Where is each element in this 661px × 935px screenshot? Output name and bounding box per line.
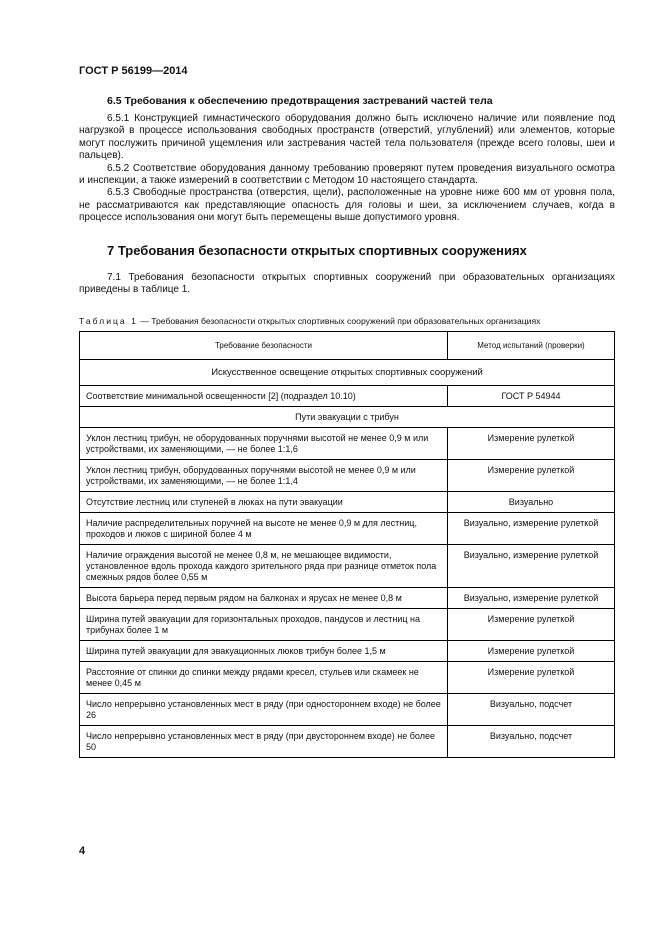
method-cell: Визуально, измерение рулеткой (448, 544, 615, 587)
group-evacuation: Пути эвакуации с трибун (80, 406, 615, 427)
page-content (79, 95, 615, 758)
paragraph-6-5-2: 6.5.2 Соответствие оборудования данному требованию проверяют путем проведения визуального осмотра и инспекции, а также измерений в соответствии с Методом 10 настоящего стандарта. (79, 162, 615, 187)
method-cell: Измерение рулеткой (448, 459, 615, 491)
table-header-row (80, 331, 615, 359)
table-row (80, 512, 615, 544)
col-header-requirement: Требование безопасности (80, 331, 448, 359)
method-cell: Визуально, подсчет (448, 693, 615, 725)
group-lighting: Искусственное освещение открытых спортивных сооружений (80, 359, 615, 385)
requirement-cell: Число непрерывно установленных мест в ряду (при двустороннем входе) не более 50 (80, 725, 448, 757)
method-cell: Визуально (448, 491, 615, 512)
document-header: ГОСТ Р 56199—2014 (79, 65, 188, 77)
method-cell: Измерение рулеткой (448, 427, 615, 459)
table-row (80, 459, 615, 491)
requirement-cell: Уклон лестниц трибун, не оборудованных поручнями высотой не менее 0,9 м или устройствами, их заменяющими, — не более 1:1,6 (80, 427, 448, 459)
table-caption (79, 316, 615, 327)
method-cell: Измерение рулеткой (448, 661, 615, 693)
table-row (80, 725, 615, 757)
method-cell: Измерение рулеткой (448, 608, 615, 640)
requirement-cell: Уклон лестниц трибун, оборудованных поручнями высотой не менее 0,9 м или устройствами, их заменяющими, — не более 1:1,4 (80, 459, 448, 491)
table-row (80, 693, 615, 725)
requirement-cell: Наличие ограждения высотой не менее 0,8 м, не мешающее видимости, установленное вдоль прохода каждого зрительного ряда при разнице отметок пола смежных рядов более 0,55 м (80, 544, 448, 587)
col-header-method: Метод испытаний (проверки) (448, 331, 615, 359)
table-row (80, 491, 615, 512)
table-row (80, 608, 615, 640)
section-7-title: 7 Требования безопасности открытых спортивных сооружениях (107, 242, 527, 258)
requirement-cell: Ширина путей эвакуации для горизонтальных проходов, пандусов и лестниц на трибунах более 1 м (80, 608, 448, 640)
table-row (80, 385, 615, 406)
requirement-cell: Отсутствие лестниц или ступеней в люках на пути эвакуации (80, 491, 448, 512)
requirement-cell: Расстояние от спинки до спинки между рядами кресел, стульев или скамеек не менее 0,45 м (80, 661, 448, 693)
table-row (80, 640, 615, 661)
requirement-cell: Наличие распределительных поручней на высоте не менее 0,9 м для лестниц, проходов и люков с шириной более 4 м (80, 512, 448, 544)
method-cell: Измерение рулеткой (448, 640, 615, 661)
requirements-table (79, 331, 615, 758)
page-number: 4 (79, 845, 86, 857)
method-cell: ГОСТ Р 54944 (448, 385, 615, 406)
table-row (80, 427, 615, 459)
requirement-cell: Высота барьера перед первым рядом на балконах и ярусах не менее 0,8 м (80, 587, 448, 608)
requirement-cell: Ширина путей эвакуации для эвакуационных люков трибун более 1,5 м (80, 640, 448, 661)
section-6-5-title: 6.5 Требования к обеспечению предотвращения застреваний частей тела (107, 95, 493, 107)
method-cell: Визуально, измерение рулеткой (448, 512, 615, 544)
table-group-row (80, 359, 615, 385)
table-group-row (80, 406, 615, 427)
paragraph-6-5-1: 6.5.1 Конструкцией гимнастического оборудования должно быть исключено наличие или появление под нагрузкой в процессе использования свободных пространств (отверстий, углублений) или элементов, которые могут послужить причиной ущемления или застревания частей тела пользователя (прежде всего головы, шеи и пальцев). (79, 113, 615, 162)
table-caption-text: — Требования безопасности открытых спортивных сооружений при образовательных организациях (137, 316, 541, 327)
table-caption-label: Таблица 1 (79, 316, 138, 327)
table-row (80, 544, 615, 587)
requirement-cell: Соответствие минимальной освещенности [2] (подраздел 10.10) (80, 385, 448, 406)
paragraph-6-5-3: 6.5.3 Свободные пространства (отверстия, щели), расположенные на уровне ниже 600 мм от уровня пола, не рассматриваются как представляющие опасность для головы и шеи, за исключением случаев, когда в процессе использования они могут быть перемещены выше допустимого уровня. (79, 187, 615, 224)
table-row (80, 661, 615, 693)
method-cell: Визуально, измерение рулеткой (448, 587, 615, 608)
method-cell: Визуально, подсчет (448, 725, 615, 757)
paragraph-7-1: 7.1 Требования безопасности открытых спортивных сооружений при образовательных организациях приведены в таблице 1. (79, 271, 615, 296)
table-row (80, 587, 615, 608)
requirement-cell: Число непрерывно установленных мест в ряду (при одностороннем входе) не более 26 (80, 693, 448, 725)
